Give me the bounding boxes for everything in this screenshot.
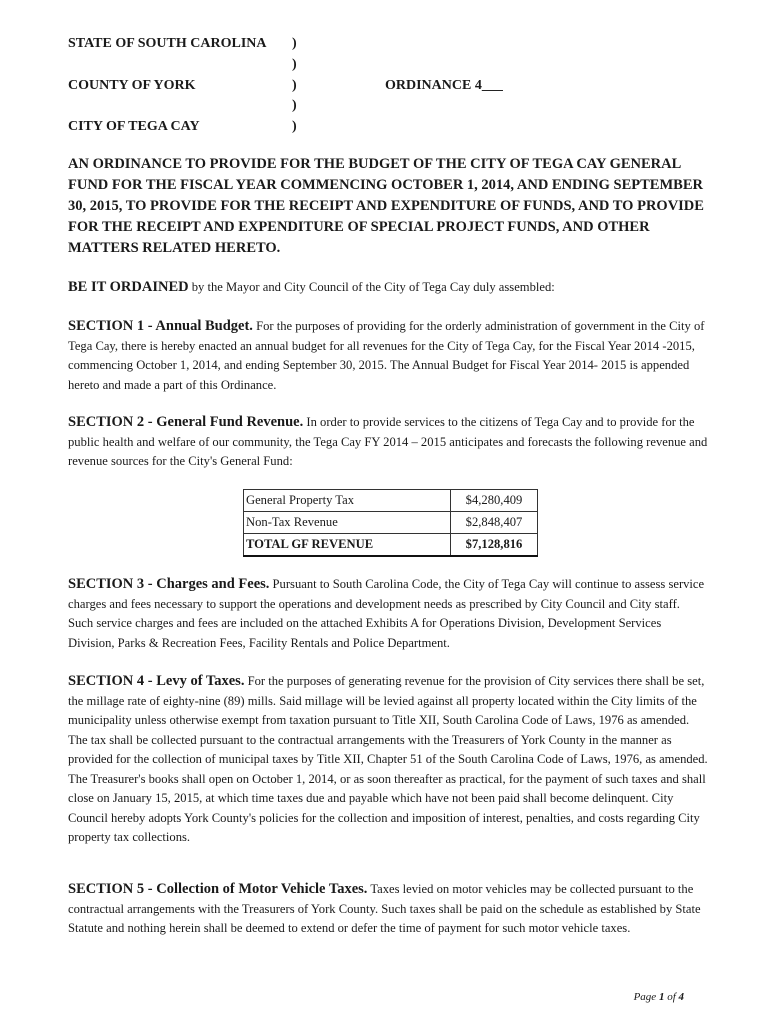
- section-heading: SECTION 4 - Levy of Taxes.: [68, 673, 245, 689]
- section-heading: SECTION 2 - General Fund Revenue.: [68, 414, 304, 430]
- section-body: For the purposes of generating revenue for the provision of City services there shall be set, the millage rate of eighty-nine (89) mills. Said millage will be levied against all property located within the City limits of the municipality unless otherwise exempt from taxation pursuant to Title XII, South Carolina Code of Laws, 1976 as amended. The tax shall be collected pursuant to the contractual arrangements with the Treasurers of York County in the manner as provided for the collection of municipal taxes by Title XII, Chapter 51 of the South Carolina Code of Laws, 1976, as amended. The Treasurer's books shall open on October 1, 2014, or as soon thereafter as practical, for the payment of such taxes and shall close on January 15, 2015, at which time taxes due and payable which have not been paid shall become delinquent. City Council hereby adopts York County's policies for the collection and imposition of interest, penalties, and costs regarding City property tax collections.: [68, 674, 708, 844]
- caption-paren: ): [292, 119, 297, 134]
- section-body: For the purposes of providing for the orderly administration of government in the City of Tega Cay, there is hereby enacted an annual budget for all revenues for the City of Tega Cay, for the Fiscal Year 2014 -2015, commencing October 1, 2014, and ending September 30, 2015. The Annual Budget for Fiscal Year 2014- 2015 is appended hereto and made a part of this Ordinance.: [68, 319, 705, 392]
- ordained-heading: BE IT ORDAINED: [68, 279, 189, 295]
- page-footer: [634, 991, 684, 1003]
- section-body: Pursuant to South Carolina Code, the City of Tega Cay will continue to assess service charges and fees necessary to support the operations and development needs as prescribed by City Council and City staff. Such service charges and fees are included on the attached Exhibits A for Operations Division, Development Services Division, Parks & Recreation Fees, Facility Rentals and Police Department.: [68, 577, 705, 650]
- revenue-label: Non-Tax Revenue: [244, 512, 451, 534]
- of-word: of: [667, 991, 676, 1003]
- ordained-text: by the Mayor and City Council of the City of Tega Cay duly assembled:: [188, 280, 555, 294]
- ordinance-number: ORDINANCE 4___: [385, 78, 503, 93]
- section-heading: SECTION 5 - Collection of Motor Vehicle Taxes.: [68, 881, 368, 897]
- caption-paren: ): [292, 98, 297, 113]
- section-body: Taxes levied on motor vehicles may be collected pursuant to the contractual arrangements with the Treasurers of York County. Such taxes shall be paid on the schedule as established by State Statute and nothing herein shall be deemed to extend or defer the time of payment for such motor vehicle taxes.: [68, 882, 701, 935]
- section-2: [68, 413, 708, 472]
- page-word: Page: [633, 991, 657, 1003]
- section-heading: SECTION 1 - Annual Budget.: [68, 318, 253, 334]
- page-total: 4: [678, 991, 684, 1003]
- section-body: In order to provide services to the citizens of Tega Cay and to provide for the public health and welfare of our community, the Tega Cay FY 2014 – 2015 anticipates and forecasts the following revenue and revenue sources for the City's General Fund:: [68, 415, 708, 468]
- section-4: [68, 672, 708, 848]
- caption-state: STATE OF SOUTH CAROLINA: [68, 36, 267, 51]
- revenue-value: $4,280,409: [451, 490, 538, 512]
- ordinance-title: AN ORDINANCE TO PROVIDE FOR THE BUDGET OF THE CITY OF TEGA CAY GENERAL FUND FOR THE FISCAL YEAR COMMENCING OCTOBER 1, 2014, AND ENDING SEPTEMBER 30, 2015, TO PROVIDE FOR THE RECEIPT AND EXPENDITURE OF FUNDS, AND TO PROVIDE FOR THE RECEIPT AND EXPENDITURE OF SPECIAL PROJECT FUNDS, AND OTHER MATTERS RELATED HERETO.: [68, 156, 704, 256]
- total-label: TOTAL GF REVENUE: [244, 534, 451, 557]
- ordained-clause: [68, 278, 708, 298]
- section-5: [68, 880, 708, 939]
- table-row: [244, 490, 538, 512]
- revenue-value: $2,848,407: [451, 512, 538, 534]
- caption-paren: ): [292, 57, 297, 72]
- revenue-table: [243, 489, 538, 557]
- section-3: [68, 575, 708, 653]
- table-row: [244, 512, 538, 534]
- caption-city: CITY OF TEGA CAY: [68, 119, 200, 134]
- section-heading: SECTION 3 - Charges and Fees.: [68, 576, 270, 592]
- revenue-label: General Property Tax: [244, 490, 451, 512]
- table-total-row: [244, 534, 538, 557]
- page-number: 1: [658, 991, 665, 1003]
- caption-county: COUNTY OF YORK: [68, 78, 196, 93]
- total-value: $7,128,816: [451, 534, 538, 557]
- caption-paren: ): [292, 78, 297, 93]
- section-1: [68, 317, 708, 395]
- caption-paren: ): [292, 36, 297, 51]
